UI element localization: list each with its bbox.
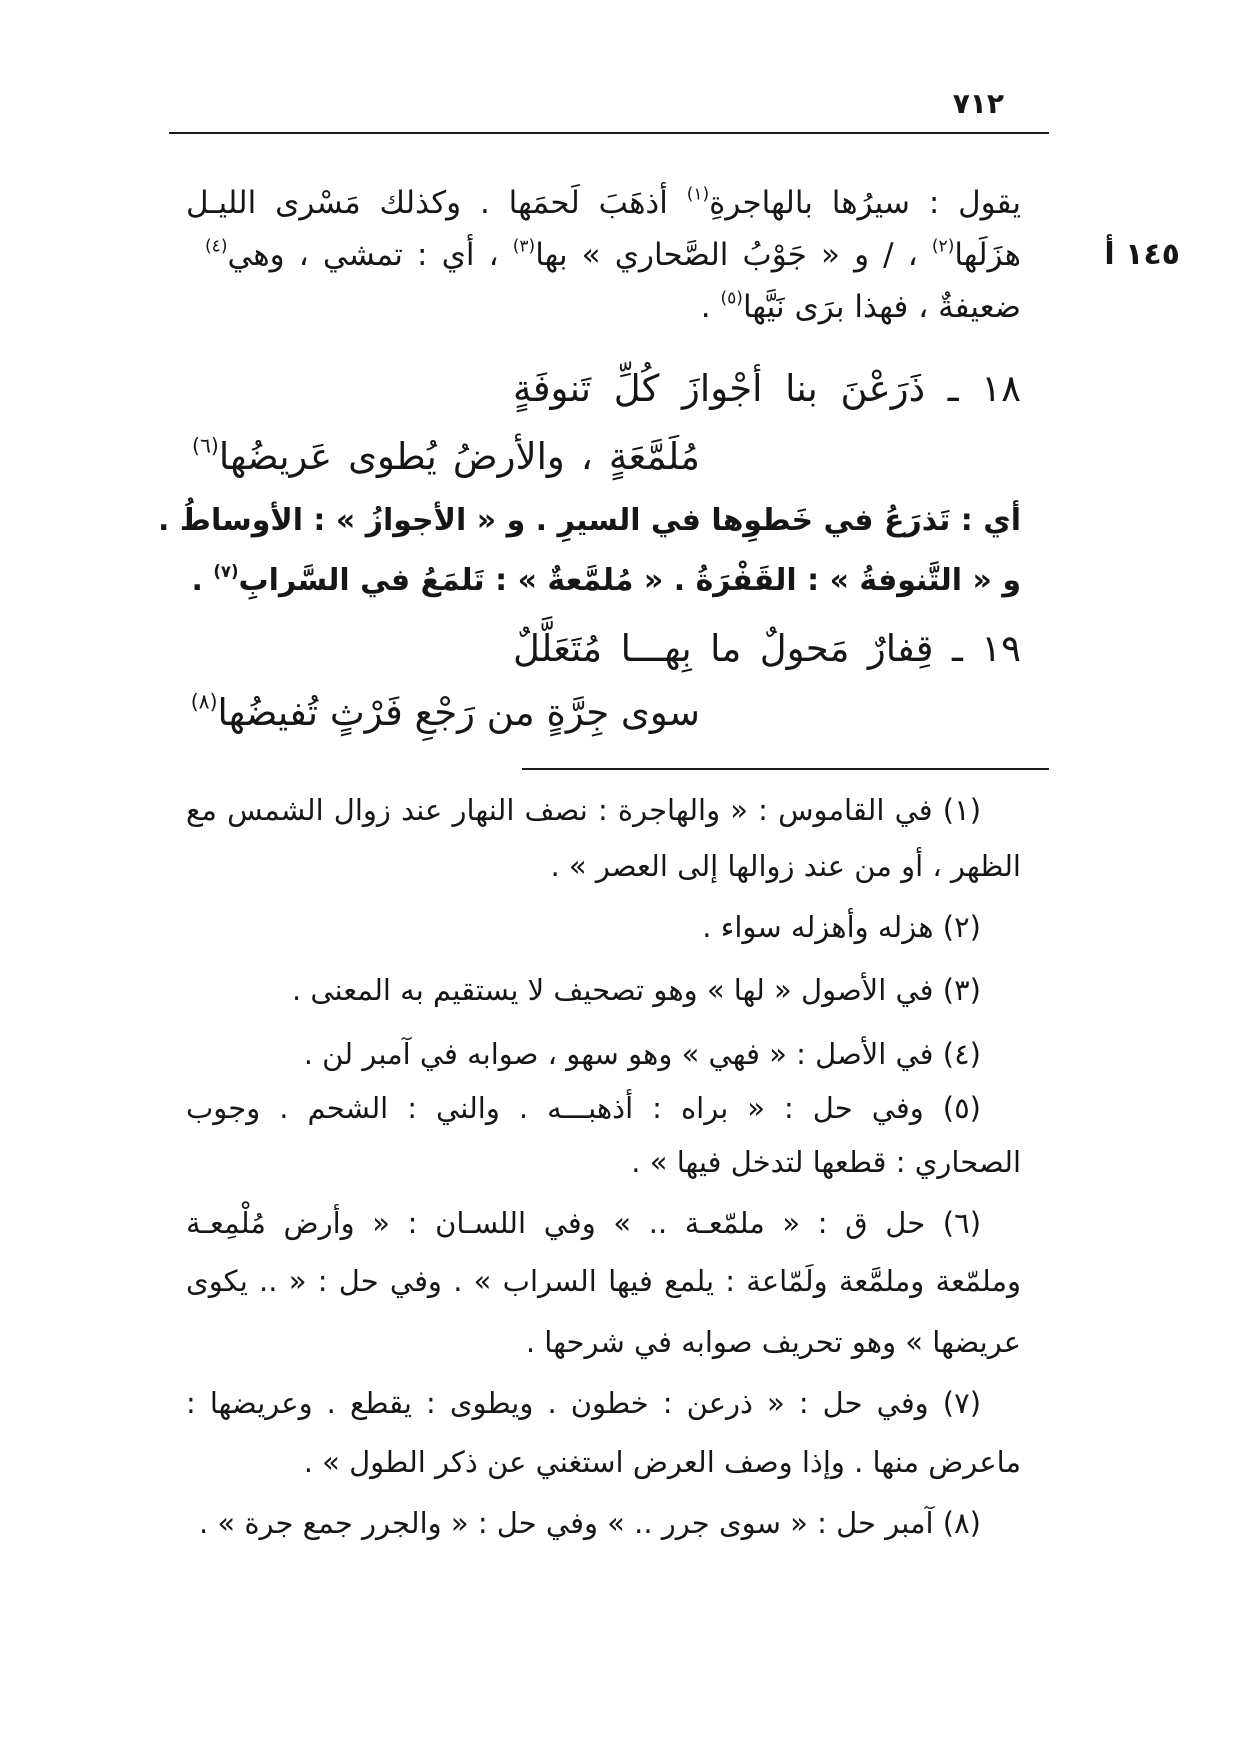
commentary-text: ، أي : تمشي ، وهي: [227, 237, 499, 273]
footnote-6-line-1: [186, 1198, 981, 1248]
footnote-text: هزله وأهزله سواء .: [702, 910, 934, 944]
footnote-1-line-2: [186, 841, 1021, 891]
footnote-separator: [522, 768, 1049, 770]
footnote-text: وملمّعة وملمَّعة ولَمّاعة : يلمع فيها السراب » . وفي حل : « .. يكوى: [186, 1264, 1021, 1298]
verse-text: قِفارٌ مَحولٌ ما بِهـــا مُتَعَلَّلٌ: [513, 627, 934, 670]
verse-18-second-hemistich: [192, 427, 700, 487]
verse-number: ١٨ ـ: [947, 367, 1021, 410]
footnote-5-marker: (٥): [942, 1091, 981, 1125]
header-rule: [169, 132, 1049, 134]
commentary-text: يقول : سيرُها بالهاجرةِ: [709, 185, 1021, 221]
gloss-line-1: [157, 496, 1021, 546]
footnote-ref-4: (٤): [205, 236, 228, 257]
footnote-text: ماعرض منها . وإذا وصف العرض استغني عن ذكر الطول » .: [303, 1445, 1021, 1479]
footnote-5-line-1: [186, 1083, 981, 1133]
footnote-ref-7: (٧): [213, 561, 239, 581]
commentary-text: .: [700, 289, 711, 325]
footnote-text: حل ق : « ملمّعـة .. » وفي اللسـان : « وأرض مُلْمِعـة: [186, 1206, 926, 1240]
footnote-8-marker: (٨): [942, 1506, 981, 1540]
verse-19-second-hemistich: [192, 683, 700, 743]
footnote-ref-3: (٣): [512, 236, 536, 257]
footnote-text: في القاموس : « والهاجرة : نصف النهار عند زوال الشمس مع: [186, 793, 933, 827]
footnote-text: عريضها » وهو تحريف صوابه في شرحها .: [525, 1325, 1021, 1359]
footnote-text: وفي حل : « ذرعن : خطون . ويطوى : يقطع . وعريضها :: [186, 1386, 929, 1420]
footnote-6-line-3: [186, 1317, 1021, 1367]
commentary-text: ، / و « جَوْبُ الصَّحاري » بها: [535, 237, 918, 273]
page-number: ٧١٢: [952, 87, 1004, 120]
footnote-text: وفي حل : « براه : أذهبـــه . والني : الشحم . وجوب: [186, 1091, 924, 1125]
gloss-text: و « التَّنوفةُ » : القَفْرَةُ . « مُلمَّعةٌ » : تَلمَعُ في السَّرابِ: [238, 563, 1021, 598]
footnote-2-line-1: [186, 902, 981, 952]
commentary-text: ضعيفةٌ ، فهذا برَى نَيَّها: [742, 289, 1021, 325]
footnote-text: آمبر حل : « سوى جرر .. » وفي حل : « والجرر جمع جرة » .: [198, 1506, 934, 1540]
verse-text: ذَرَعْنَ بنا أجْوازَ كُلِّ تَنوفَةٍ: [513, 367, 926, 410]
commentary-text: أذهَبَ لَحمَها . وكذلك مَسْرى الليـل: [186, 185, 668, 221]
commentary-text: هزَلَها: [954, 237, 1021, 273]
footnote-8-line-1: [180, 1498, 981, 1548]
footnote-3-marker: (٣): [942, 973, 981, 1007]
footnote-3-line-1: [186, 965, 981, 1015]
commentary-line-3: [186, 282, 1021, 332]
commentary-line-1: [186, 178, 1021, 228]
gloss-text: أي : تَذرَعُ في خَطوِها في السيرِ . و « الأجوازُ » : الأوساطُ .: [157, 503, 1021, 538]
footnote-4-marker: (٤): [942, 1037, 981, 1071]
footnote-7-marker: (٧): [942, 1386, 982, 1420]
footnote-4-line-1: [186, 1029, 981, 1079]
verse-text: سوى جِرَّةٍ من رَجْعِ فَرْثٍ تُفيضُها: [217, 691, 700, 734]
footnote-6-marker: (٦): [942, 1206, 982, 1240]
verse-text: مُلَمَّعَةٍ ، والأرضُ يُطوى عَريضُها: [218, 435, 700, 478]
footnote-ref-6: (٦): [192, 433, 219, 458]
footnote-1-line-1: [186, 785, 981, 835]
footnote-ref-2: (٢): [931, 236, 955, 257]
verse-number: ١٩ ـ: [951, 627, 1021, 670]
footnote-2-marker: (٢): [942, 910, 981, 944]
gloss-line-2: [192, 556, 1021, 606]
footnote-1-marker: (١): [942, 793, 982, 827]
verse-18-first-hemistich: [513, 359, 1021, 419]
verse-19-first-hemistich: [513, 619, 1021, 679]
footnote-5-line-2: [186, 1137, 1021, 1187]
footnote-ref-8: (٨): [190, 689, 218, 714]
footnote-text: في الأصول « لها » وهو تصحيف لا يستقيم به المعنى .: [291, 973, 934, 1007]
footnote-ref-1: (١): [686, 184, 710, 205]
footnote-text: الصحاري : قطعها لتدخل فيها » .: [631, 1145, 1021, 1179]
folio-margin-note: ١٤٥ أ: [1104, 237, 1180, 272]
footnote-7-line-1: [186, 1378, 981, 1428]
commentary-line-2: [205, 230, 1021, 280]
footnote-text: الظهر ، أو من عند زوالها إلى العصر » .: [550, 849, 1021, 883]
footnote-ref-5: (٥): [720, 288, 743, 309]
footnote-text: في الأصل : « فهي » وهو سهو ، صوابه في آمبر لن .: [303, 1037, 934, 1071]
footnote-7-line-2: [186, 1437, 1021, 1487]
gloss-text: .: [191, 563, 203, 598]
footnote-6-line-2: [186, 1256, 1021, 1306]
